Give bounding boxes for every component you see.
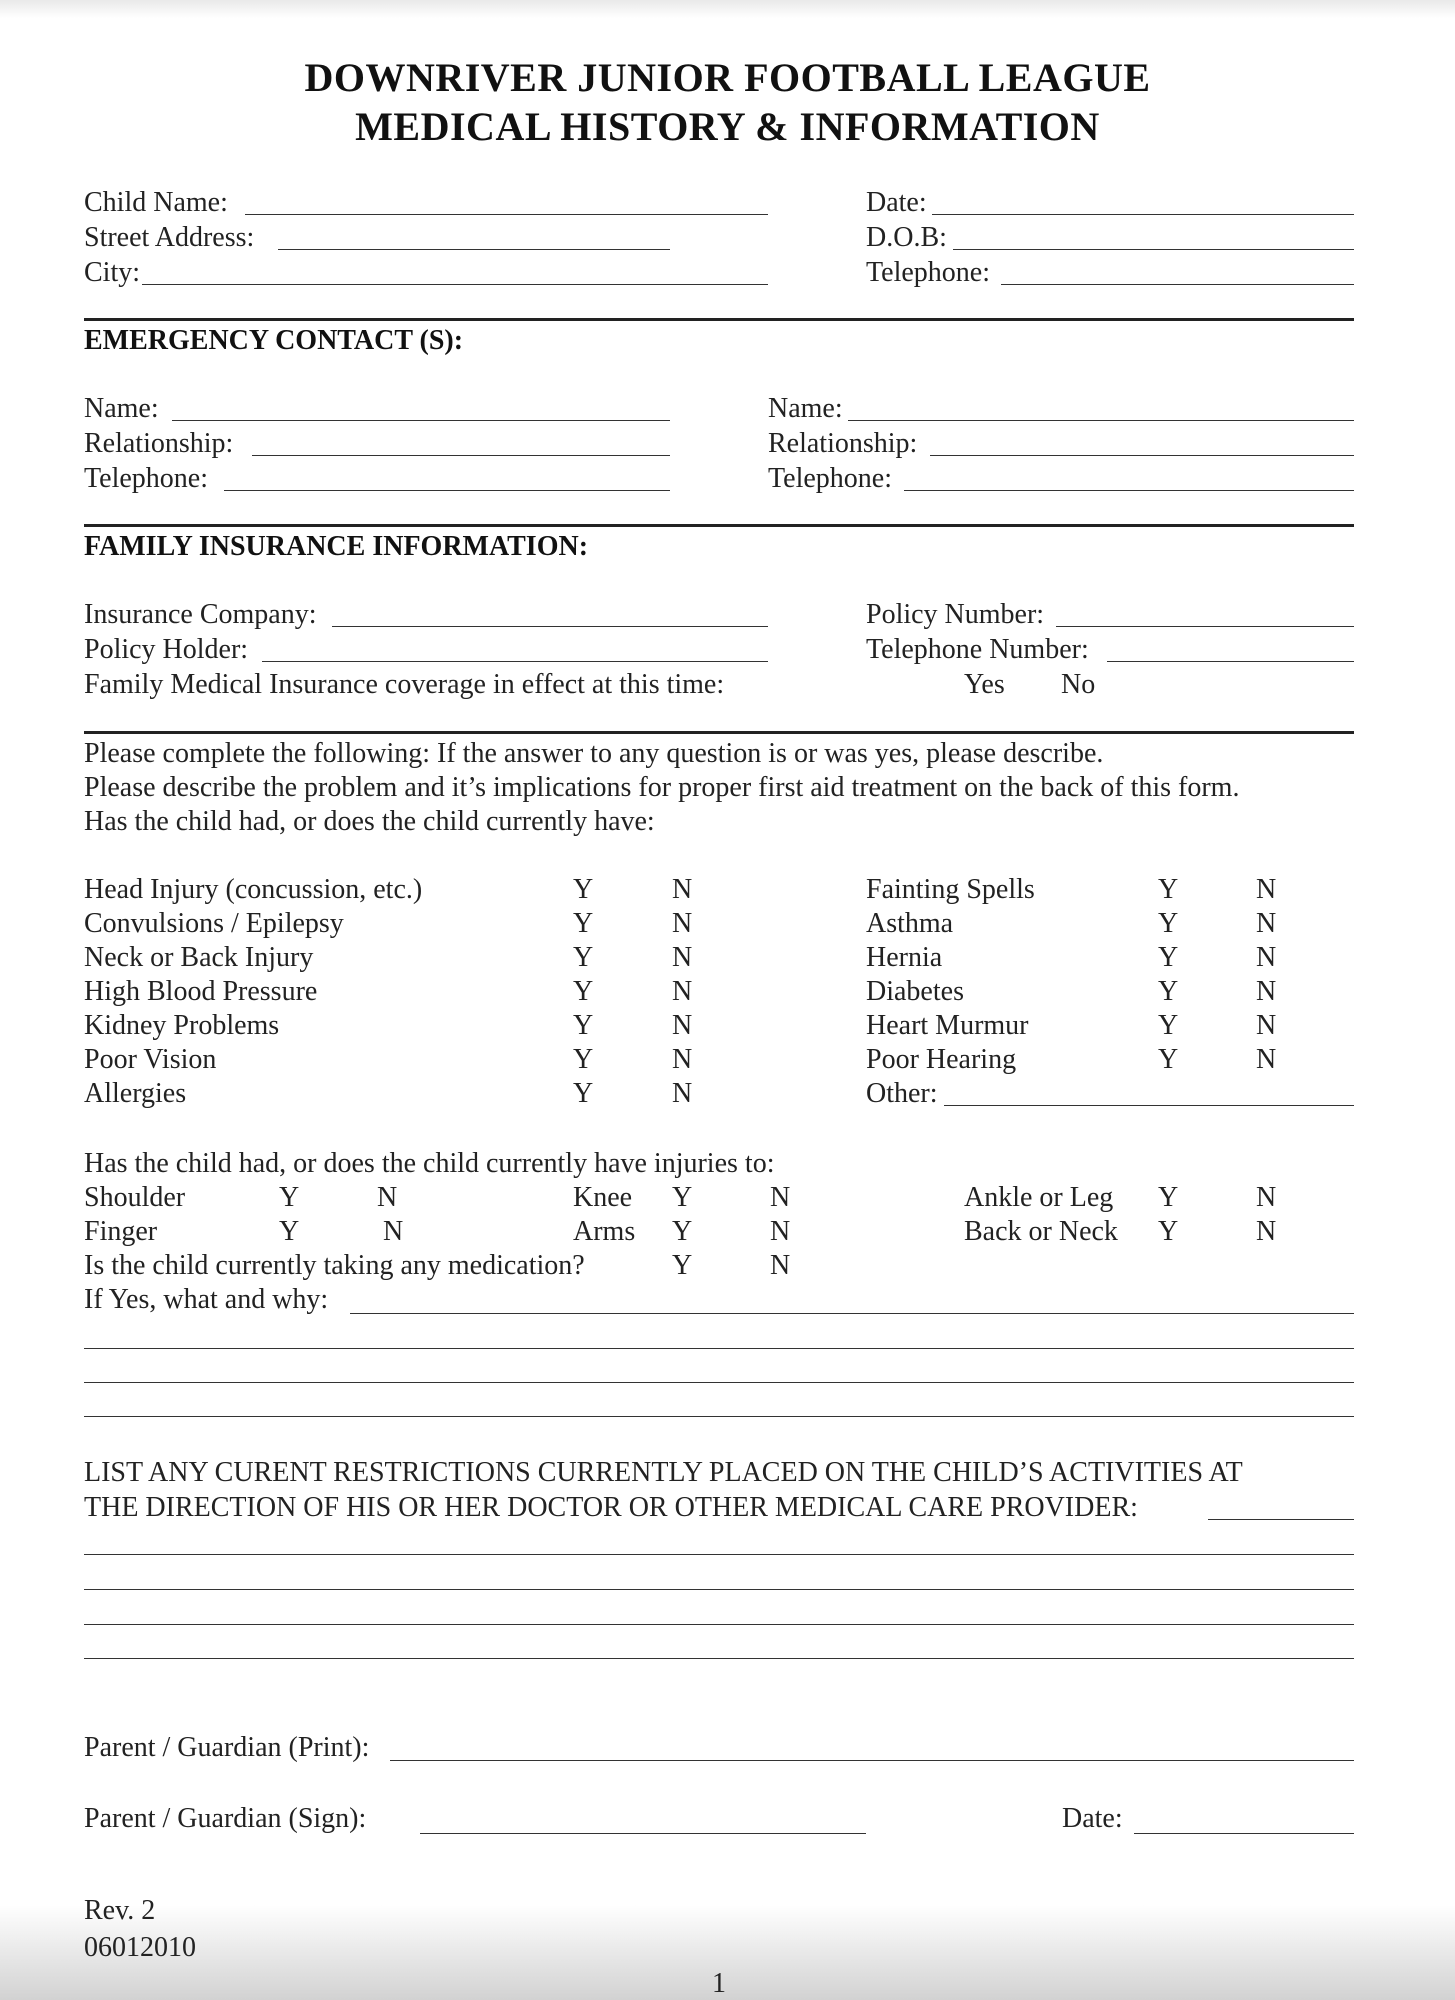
restrictions-prompt-line1: LIST ANY CURENT RESTRICTIONS CURRENTLY PLACED ON THE CHILD’S ACTIVITIES AT: [84, 1457, 1243, 1488]
no-option[interactable]: N: [1256, 908, 1277, 939]
condition-label: Poor Hearing: [866, 1044, 1017, 1075]
restrictions-field[interactable]: [84, 1624, 1354, 1625]
no-option[interactable]: N: [672, 976, 693, 1007]
contact2-telephone-field[interactable]: [904, 490, 1354, 491]
no-option[interactable]: N: [672, 942, 693, 973]
emergency-contact-heading: EMERGENCY CONTACT (S):: [84, 325, 464, 356]
no-option[interactable]: N: [672, 874, 693, 905]
contact1-name-field[interactable]: [172, 420, 670, 421]
yes-option[interactable]: Y: [1158, 942, 1179, 973]
insurance-company-field[interactable]: [332, 626, 768, 627]
injury-knee-label: Knee: [573, 1182, 633, 1213]
section-divider: [84, 318, 1354, 321]
injury-arms-label: Arms: [573, 1216, 636, 1247]
yes-option[interactable]: Y: [279, 1216, 300, 1247]
no-option[interactable]: N: [672, 1044, 693, 1075]
guardian-print-label: Parent / Guardian (Print):: [84, 1732, 370, 1763]
restrictions-field[interactable]: [1208, 1519, 1354, 1520]
telephone-field[interactable]: [1001, 284, 1354, 285]
no-option[interactable]: N: [377, 1182, 398, 1213]
policy-number-label: Policy Number:: [866, 599, 1045, 630]
street-address-label: Street Address:: [84, 222, 255, 253]
injury-back-label: Back or Neck: [964, 1216, 1118, 1247]
telephone-label: Telephone:: [866, 257, 990, 288]
yes-option[interactable]: Y: [1158, 1216, 1179, 1247]
no-option[interactable]: N: [1256, 1010, 1277, 1041]
contact1-relationship-field[interactable]: [252, 455, 670, 456]
condition-label: Allergies: [84, 1078, 187, 1109]
restrictions-prompt-line2: THE DIRECTION OF HIS OR HER DOCTOR OR OTHER MEDICAL CARE PROVIDER:: [84, 1492, 1138, 1523]
yes-option[interactable]: Y: [1158, 1182, 1179, 1213]
contact1-relationship-label: Relationship:: [84, 428, 234, 459]
medication-field[interactable]: [84, 1382, 1354, 1383]
yes-option[interactable]: Y: [573, 908, 594, 939]
condition-label: Fainting Spells: [866, 874, 1035, 905]
coverage-yes-option[interactable]: Yes: [964, 669, 1005, 700]
contact2-name-field[interactable]: [848, 420, 1354, 421]
section-divider: [84, 731, 1354, 734]
policy-holder-label: Policy Holder:: [84, 634, 249, 665]
condition-label: Hernia: [866, 942, 943, 973]
date-field[interactable]: [932, 214, 1354, 215]
condition-label: Poor Vision: [84, 1044, 217, 1075]
restrictions-field[interactable]: [84, 1658, 1354, 1659]
city-field[interactable]: [142, 284, 768, 285]
restrictions-field[interactable]: [84, 1554, 1354, 1555]
no-option[interactable]: N: [672, 1078, 693, 1109]
telephone-number-field[interactable]: [1107, 661, 1354, 662]
dob-field[interactable]: [953, 249, 1354, 250]
no-option[interactable]: N: [1256, 1182, 1277, 1213]
insurance-heading: FAMILY INSURANCE INFORMATION:: [84, 531, 589, 562]
yes-option[interactable]: Y: [672, 1250, 693, 1281]
contact1-name-label: Name:: [84, 393, 159, 424]
yes-option[interactable]: Y: [1158, 908, 1179, 939]
instruction-line: Please describe the problem and it’s implications for proper first aid treatment on the back of this form.: [84, 772, 1240, 803]
contact1-telephone-field[interactable]: [224, 490, 670, 491]
form-title-line2: MEDICAL HISTORY & INFORMATION: [355, 104, 1100, 149]
yes-option[interactable]: Y: [573, 942, 594, 973]
coverage-no-option[interactable]: No: [1061, 669, 1096, 700]
contact1-telephone-label: Telephone:: [84, 463, 208, 494]
street-address-field[interactable]: [278, 249, 670, 250]
telephone-number-label: Telephone Number:: [866, 634, 1089, 665]
injury-shoulder-label: Shoulder: [84, 1182, 186, 1213]
dob-label: D.O.B:: [866, 222, 947, 253]
yes-option[interactable]: Y: [573, 976, 594, 1007]
medication-field[interactable]: [84, 1416, 1354, 1417]
no-option[interactable]: N: [1256, 1216, 1277, 1247]
yes-option[interactable]: Y: [1158, 976, 1179, 1007]
no-option[interactable]: N: [1256, 874, 1277, 905]
guardian-print-field[interactable]: [390, 1760, 1354, 1761]
no-option[interactable]: N: [672, 908, 693, 939]
other-field[interactable]: [944, 1105, 1354, 1106]
condition-label: Heart Murmur: [866, 1010, 1029, 1041]
top-shadow: [0, 0, 1455, 18]
signature-date-label: Date:: [1062, 1803, 1123, 1834]
guardian-sign-label: Parent / Guardian (Sign):: [84, 1803, 367, 1834]
injury-finger-label: Finger: [84, 1216, 158, 1247]
instruction-line: Has the child had, or does the child currently have:: [84, 806, 655, 837]
no-option[interactable]: N: [1256, 1044, 1277, 1075]
medication-field[interactable]: [84, 1348, 1354, 1349]
child-name-field[interactable]: [245, 214, 768, 215]
yes-option[interactable]: Y: [1158, 874, 1179, 905]
condition-label: Kidney Problems: [84, 1010, 280, 1041]
medication-if-yes-label: If Yes, what and why:: [84, 1284, 329, 1315]
page-number: 1: [712, 1968, 726, 1999]
no-option[interactable]: N: [770, 1216, 791, 1247]
condition-label: Asthma: [866, 908, 954, 939]
yes-option[interactable]: Y: [279, 1182, 300, 1213]
condition-label: High Blood Pressure: [84, 976, 318, 1007]
no-option[interactable]: N: [383, 1216, 404, 1247]
condition-label: Neck or Back Injury: [84, 942, 314, 973]
yes-option[interactable]: Y: [573, 1078, 594, 1109]
contact2-relationship-field[interactable]: [930, 455, 1354, 456]
yes-option[interactable]: Y: [672, 1182, 693, 1213]
no-option[interactable]: N: [770, 1250, 791, 1281]
yes-option[interactable]: Y: [573, 1010, 594, 1041]
medication-field[interactable]: [350, 1313, 1354, 1314]
page-bottom-shadow: [0, 1905, 1455, 2000]
contact2-telephone-label: Telephone:: [768, 463, 892, 494]
revision-code: 06012010: [84, 1932, 196, 1963]
yes-option[interactable]: Y: [1158, 1044, 1179, 1075]
yes-option[interactable]: Y: [672, 1216, 693, 1247]
yes-option[interactable]: Y: [573, 1044, 594, 1075]
instruction-line: Please complete the following: If the answer to any question is or was yes, please describe.: [84, 738, 1104, 769]
restrictions-field[interactable]: [84, 1589, 1354, 1590]
no-option[interactable]: N: [672, 1010, 693, 1041]
coverage-question: Family Medical Insurance coverage in effect at this time:: [84, 669, 725, 700]
condition-label: Convulsions / Epilepsy: [84, 908, 344, 939]
guardian-sign-field[interactable]: [420, 1833, 866, 1834]
condition-label: Head Injury (concussion, etc.): [84, 874, 423, 905]
date-label: Date:: [866, 187, 927, 218]
contact2-relationship-label: Relationship:: [768, 428, 918, 459]
no-option[interactable]: N: [770, 1182, 791, 1213]
injury-ankle-label: Ankle or Leg: [964, 1182, 1114, 1213]
medication-question: Is the child currently taking any medication?: [84, 1250, 585, 1281]
child-name-label: Child Name:: [84, 187, 228, 218]
yes-option[interactable]: Y: [1158, 1010, 1179, 1041]
contact2-name-label: Name:: [768, 393, 843, 424]
insurance-company-label: Insurance Company:: [84, 599, 317, 630]
signature-date-field[interactable]: [1134, 1833, 1354, 1834]
other-label: Other:: [866, 1078, 938, 1109]
revision-label: Rev. 2: [84, 1895, 156, 1926]
section-divider: [84, 524, 1354, 527]
policy-number-field[interactable]: [1056, 626, 1354, 627]
no-option[interactable]: N: [1256, 976, 1277, 1007]
city-label: City:: [84, 257, 141, 288]
policy-holder-field[interactable]: [262, 661, 768, 662]
no-option[interactable]: N: [1256, 942, 1277, 973]
injuries-question: Has the child had, or does the child currently have injuries to:: [84, 1148, 775, 1179]
yes-option[interactable]: Y: [573, 874, 594, 905]
form-title-line1: DOWNRIVER JUNIOR FOOTBALL LEAGUE: [304, 55, 1151, 100]
condition-label: Diabetes: [866, 976, 964, 1007]
